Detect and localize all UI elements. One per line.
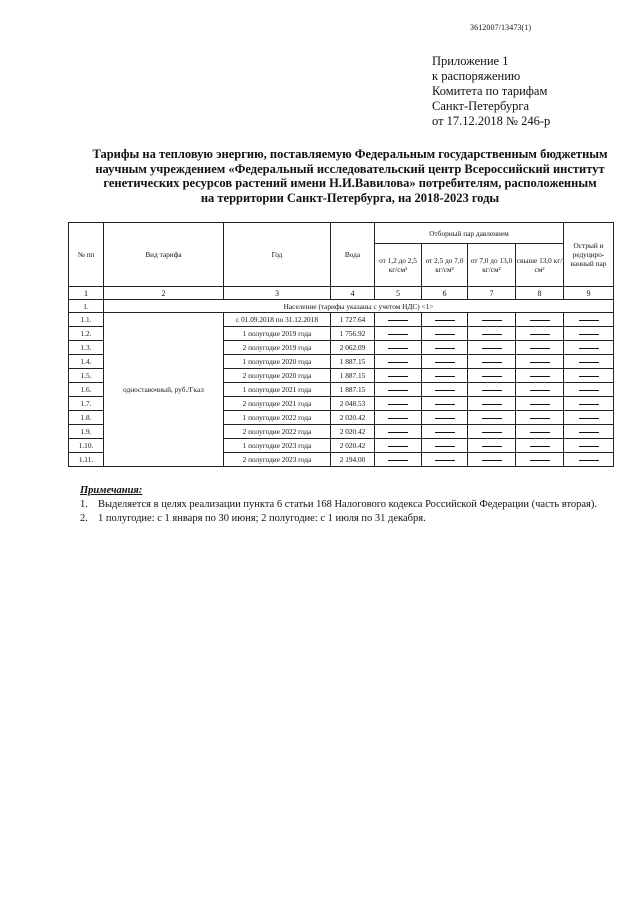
row-water-tariff: 2 020.42 bbox=[331, 425, 375, 439]
dash-mark bbox=[388, 348, 408, 349]
appendix-line: Санкт-Петербурга bbox=[432, 99, 530, 113]
row-year: 2 полугодие 2023 года bbox=[224, 453, 331, 467]
dash-mark bbox=[530, 418, 550, 419]
row-num: 1.7. bbox=[69, 397, 104, 411]
row-water-tariff: 1 727.64 bbox=[331, 313, 375, 327]
dash-mark bbox=[435, 432, 455, 433]
header-steam-2: от 2,5 до 7,0 кг/см² bbox=[422, 244, 468, 287]
row-empty-tariff bbox=[375, 313, 422, 327]
row-num: 1.6. bbox=[69, 383, 104, 397]
dash-mark bbox=[530, 362, 550, 363]
dash-mark bbox=[482, 376, 502, 377]
dash-mark bbox=[579, 418, 599, 419]
row-empty-tariff bbox=[516, 439, 564, 453]
row-empty-tariff bbox=[516, 383, 564, 397]
dash-mark bbox=[482, 418, 502, 419]
note-number: 1. bbox=[80, 499, 88, 510]
row-empty-tariff bbox=[422, 425, 468, 439]
document-number: 3612007/13473(1) bbox=[470, 23, 532, 32]
row-empty-tariff bbox=[468, 341, 516, 355]
document-title bbox=[60, 147, 640, 205]
row-empty-tariff bbox=[516, 411, 564, 425]
dash-mark bbox=[435, 348, 455, 349]
tariff-type-cell: одноставочный, руб./Гкал bbox=[104, 313, 224, 467]
row-empty-tariff bbox=[422, 383, 468, 397]
column-number: 7 bbox=[468, 287, 516, 300]
dash-mark bbox=[579, 320, 599, 321]
dash-mark bbox=[579, 460, 599, 461]
row-num: 1.8. bbox=[69, 411, 104, 425]
row-empty-tariff bbox=[375, 341, 422, 355]
row-empty-tariff bbox=[422, 411, 468, 425]
header-steam-group: Отборный пар давлением bbox=[375, 223, 564, 244]
row-empty-tariff bbox=[468, 383, 516, 397]
column-number: 3 bbox=[224, 287, 331, 300]
dash-mark bbox=[435, 404, 455, 405]
row-empty-tariff bbox=[564, 341, 614, 355]
dash-mark bbox=[579, 362, 599, 363]
row-num: 1.4. bbox=[69, 355, 104, 369]
table-row bbox=[69, 313, 614, 327]
dash-mark bbox=[579, 404, 599, 405]
dash-mark bbox=[435, 460, 455, 461]
dash-mark bbox=[530, 320, 550, 321]
row-num: 1.9. bbox=[69, 425, 104, 439]
dash-mark bbox=[435, 320, 455, 321]
row-empty-tariff bbox=[564, 355, 614, 369]
title-line: Тарифы на тепловую энергию, поставляемую Федеральным государственным бюджетным bbox=[92, 147, 608, 161]
dash-mark bbox=[435, 362, 455, 363]
row-empty-tariff bbox=[422, 453, 468, 467]
column-number: 2 bbox=[104, 287, 224, 300]
row-empty-tariff bbox=[468, 425, 516, 439]
row-empty-tariff bbox=[468, 369, 516, 383]
header-sharp-steam: Острый и редуциро-ванный пар bbox=[564, 223, 614, 287]
row-year: 1 полугодие 2023 года bbox=[224, 439, 331, 453]
row-empty-tariff bbox=[375, 327, 422, 341]
row-empty-tariff bbox=[468, 327, 516, 341]
note-item bbox=[80, 512, 597, 526]
dash-mark bbox=[388, 390, 408, 391]
row-empty-tariff bbox=[422, 369, 468, 383]
row-num: 1.2. bbox=[69, 327, 104, 341]
row-empty-tariff bbox=[375, 355, 422, 369]
dash-mark bbox=[579, 334, 599, 335]
dash-mark bbox=[530, 432, 550, 433]
column-number: 6 bbox=[422, 287, 468, 300]
header-steam-1: от 1,2 до 2,5 кг/см² bbox=[375, 244, 422, 287]
dash-mark bbox=[579, 376, 599, 377]
row-empty-tariff bbox=[564, 411, 614, 425]
appendix-line: к распоряжению bbox=[432, 69, 521, 83]
dash-mark bbox=[579, 390, 599, 391]
dash-mark bbox=[482, 348, 502, 349]
dash-mark bbox=[530, 390, 550, 391]
row-empty-tariff bbox=[564, 383, 614, 397]
row-empty-tariff bbox=[422, 439, 468, 453]
header-steam-3: от 7,0 до 13,0 кг/см² bbox=[468, 244, 516, 287]
dash-mark bbox=[388, 432, 408, 433]
column-number: 5 bbox=[375, 287, 422, 300]
dash-mark bbox=[435, 390, 455, 391]
row-water-tariff: 2 020.42 bbox=[331, 439, 375, 453]
row-water-tariff: 2 020.42 bbox=[331, 411, 375, 425]
dash-mark bbox=[435, 334, 455, 335]
note-item bbox=[80, 498, 597, 512]
row-empty-tariff bbox=[468, 397, 516, 411]
row-empty-tariff bbox=[422, 327, 468, 341]
row-water-tariff: 1 756.92 bbox=[331, 327, 375, 341]
dash-mark bbox=[530, 446, 550, 447]
row-water-tariff: 2 194.00 bbox=[331, 453, 375, 467]
appendix-line: Приложение 1 bbox=[432, 54, 509, 68]
dash-mark bbox=[579, 432, 599, 433]
row-empty-tariff bbox=[422, 341, 468, 355]
row-num: 1.1. bbox=[69, 313, 104, 327]
notes-block bbox=[80, 484, 597, 526]
dash-mark bbox=[530, 376, 550, 377]
tariff-table bbox=[68, 222, 614, 467]
row-water-tariff: 1 887.15 bbox=[331, 355, 375, 369]
column-number: 9 bbox=[564, 287, 614, 300]
dash-mark bbox=[482, 390, 502, 391]
appendix-line: Комитета по тарифам bbox=[432, 84, 548, 98]
dash-mark bbox=[435, 446, 455, 447]
row-empty-tariff bbox=[516, 397, 564, 411]
dash-mark bbox=[388, 460, 408, 461]
column-number: 1 bbox=[69, 287, 104, 300]
group-num: 1. bbox=[69, 300, 104, 313]
row-empty-tariff bbox=[375, 425, 422, 439]
dash-mark bbox=[530, 334, 550, 335]
header-tariff-type: Вид тарифа bbox=[104, 223, 224, 287]
group-row bbox=[69, 300, 614, 313]
dash-mark bbox=[388, 404, 408, 405]
row-empty-tariff bbox=[468, 355, 516, 369]
note-number: 2. bbox=[80, 513, 88, 524]
column-number-row bbox=[69, 287, 614, 300]
row-empty-tariff bbox=[564, 439, 614, 453]
dash-mark bbox=[482, 404, 502, 405]
dash-mark bbox=[482, 334, 502, 335]
row-empty-tariff bbox=[468, 453, 516, 467]
row-empty-tariff bbox=[564, 397, 614, 411]
dash-mark bbox=[482, 362, 502, 363]
row-empty-tariff bbox=[516, 341, 564, 355]
row-water-tariff: 2 062.09 bbox=[331, 341, 375, 355]
row-empty-tariff bbox=[375, 397, 422, 411]
row-year: 1 полугодие 2020 года bbox=[224, 355, 331, 369]
dash-mark bbox=[388, 334, 408, 335]
row-empty-tariff bbox=[422, 397, 468, 411]
row-year: 2 полугодие 2021 года bbox=[224, 397, 331, 411]
dash-mark bbox=[388, 362, 408, 363]
row-empty-tariff bbox=[564, 327, 614, 341]
row-empty-tariff bbox=[564, 425, 614, 439]
dash-mark bbox=[388, 446, 408, 447]
dash-mark bbox=[388, 320, 408, 321]
dash-mark bbox=[482, 432, 502, 433]
row-year: 1 полугодие 2021 года bbox=[224, 383, 331, 397]
row-water-tariff: 1 887.15 bbox=[331, 383, 375, 397]
row-empty-tariff bbox=[375, 383, 422, 397]
row-empty-tariff bbox=[564, 369, 614, 383]
dash-mark bbox=[579, 348, 599, 349]
dash-mark bbox=[435, 376, 455, 377]
row-empty-tariff bbox=[516, 369, 564, 383]
dash-mark bbox=[388, 376, 408, 377]
row-empty-tariff bbox=[375, 369, 422, 383]
dash-mark bbox=[530, 404, 550, 405]
row-num: 1.5. bbox=[69, 369, 104, 383]
dash-mark bbox=[482, 460, 502, 461]
column-number: 4 bbox=[331, 287, 375, 300]
appendix-block bbox=[432, 54, 550, 129]
title-line: генетических ресурсов растений имени Н.И.Вавилова» потребителям, расположенным bbox=[103, 176, 597, 190]
row-empty-tariff bbox=[375, 411, 422, 425]
dash-mark bbox=[530, 460, 550, 461]
dash-mark bbox=[388, 418, 408, 419]
row-empty-tariff bbox=[564, 313, 614, 327]
dash-mark bbox=[482, 446, 502, 447]
row-year: 2 полугодие 2020 года bbox=[224, 369, 331, 383]
row-empty-tariff bbox=[516, 425, 564, 439]
title-line: научным учреждением «Федеральный исследовательский центр Всероссийский институт bbox=[95, 161, 605, 176]
note-text: Выделяется в целях реализации пункта 6 статьи 168 Налогового кодекса Российской Федерации (часть вторая). bbox=[98, 499, 598, 510]
row-empty-tariff bbox=[564, 453, 614, 467]
row-water-tariff: 1 887.15 bbox=[331, 369, 375, 383]
row-num: 1.3. bbox=[69, 341, 104, 355]
row-year: 2 полугодие 2019 года bbox=[224, 341, 331, 355]
row-empty-tariff bbox=[422, 355, 468, 369]
row-year: с 01.09.2018 по 31.12.2018 bbox=[224, 313, 331, 327]
row-empty-tariff bbox=[468, 313, 516, 327]
row-num: 1.11. bbox=[69, 453, 104, 467]
row-empty-tariff bbox=[468, 439, 516, 453]
dash-mark bbox=[435, 418, 455, 419]
row-year: 2 полугодие 2022 года bbox=[224, 425, 331, 439]
header-year: Год bbox=[224, 223, 331, 287]
header-water: Вода bbox=[331, 223, 375, 287]
row-empty-tariff bbox=[375, 453, 422, 467]
row-empty-tariff bbox=[422, 313, 468, 327]
note-text: 1 полугодие: с 1 января по 30 июня; 2 полугодие: с 1 июля по 31 декабря. bbox=[98, 513, 426, 524]
notes-title: Примечания: bbox=[80, 485, 143, 496]
row-empty-tariff bbox=[516, 313, 564, 327]
row-empty-tariff bbox=[516, 355, 564, 369]
title-line: на территории Санкт-Петербурга, на 2018-2023 годы bbox=[200, 190, 500, 205]
column-number: 8 bbox=[516, 287, 564, 300]
dash-mark bbox=[482, 320, 502, 321]
row-empty-tariff bbox=[375, 439, 422, 453]
group-label: Население (тарифы указаны с учетом НДС) <1> bbox=[104, 300, 614, 313]
row-year: 1 полугодие 2022 года bbox=[224, 411, 331, 425]
row-empty-tariff bbox=[516, 453, 564, 467]
dash-mark bbox=[579, 446, 599, 447]
row-empty-tariff bbox=[468, 411, 516, 425]
dash-mark bbox=[530, 348, 550, 349]
appendix-line: от 17.12.2018 № 246-р bbox=[432, 114, 551, 128]
header-steam-4: свыше 13,0 кг/см² bbox=[516, 244, 564, 287]
header-num: № пп bbox=[69, 223, 104, 287]
row-water-tariff: 2 048.53 bbox=[331, 397, 375, 411]
row-empty-tariff bbox=[516, 327, 564, 341]
row-year: 1 полугодие 2019 года bbox=[224, 327, 331, 341]
row-num: 1.10. bbox=[69, 439, 104, 453]
